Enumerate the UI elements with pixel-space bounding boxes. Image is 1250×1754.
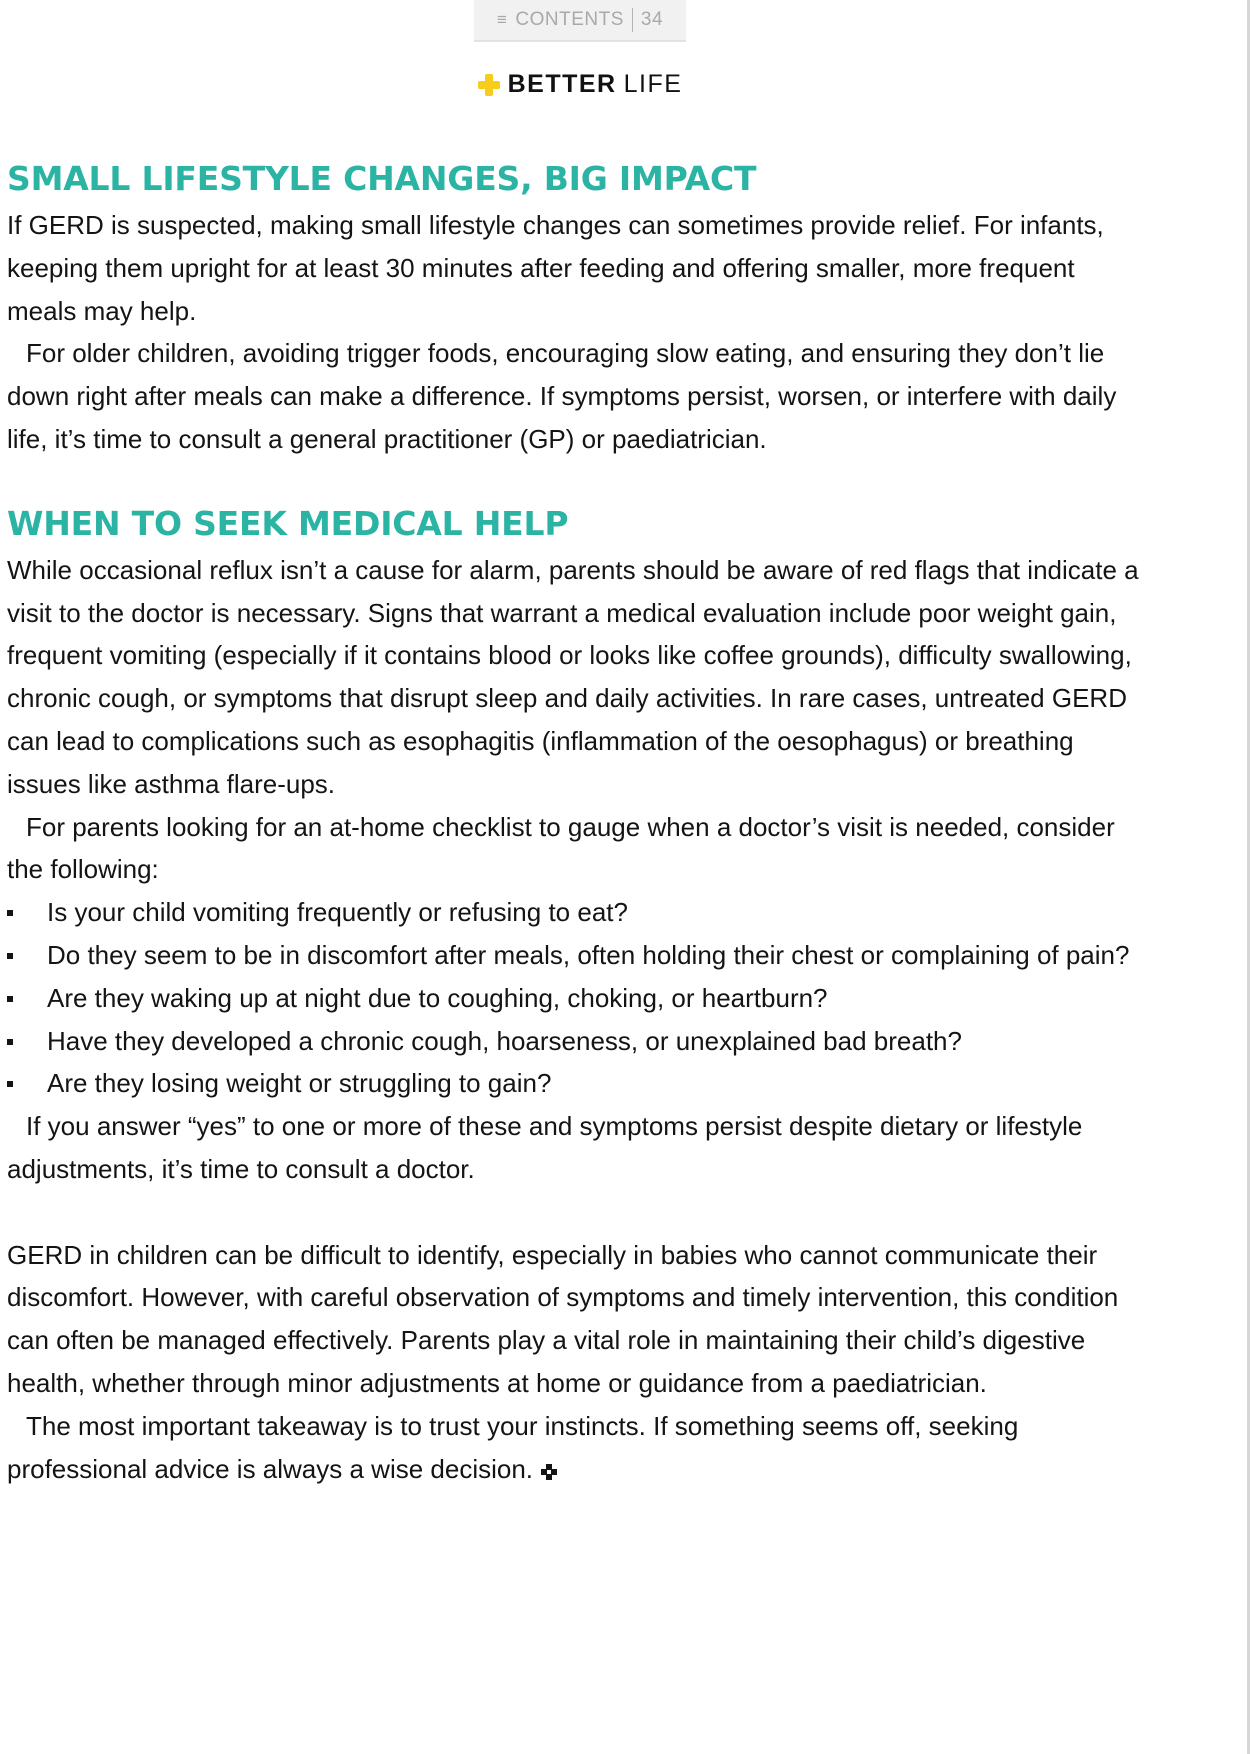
final-text: The most important takeaway is to trust your instincts. If something seems off, seeking professional advice is always a wise decision. [7,1410,1019,1484]
paragraph: For parents looking for an at-home checklist to gauge when a doctor’s visit is needed, consider the following: [7,811,1115,885]
checklist-item: Is your child vomiting frequently or refusing to eat? [7,891,1147,934]
article-body [7,158,1147,1490]
menu-icon: ≡ [496,10,508,29]
paragraph: If GERD is suspected, making small lifestyle changes can sometimes provide relief. For infants, keeping them upright for at least 30 minutes after feeding and offering smaller, more frequent meals may help. [7,210,1104,326]
checklist [7,891,1147,1105]
tab-separator [632,8,633,32]
heading-lifestyle-changes: SMALL LIFESTYLE CHANGES, BIG IMPACT [7,159,757,198]
checklist-item: Are they losing weight or struggling to gain? [7,1062,1147,1105]
paragraph: For older children, avoiding trigger foods, encouraging slow eating, and ensuring they don’t lie down right after meals can make a difference. If symptoms persist, worsen, or interfere with daily life, it’s time to consult a general practitioner (GP) or paediatrician. [7,338,1117,454]
contents-label: CONTENTS [515,9,624,30]
paragraph: If you answer “yes” to one or more of these and symptoms persist despite dietary or lifestyle adjustments, it’s time to consult a doctor. [7,1111,1083,1184]
checklist-item: Have they developed a chronic cough, hoarseness, or unexplained bad breath? [7,1020,1147,1063]
contents-tab[interactable] [474,0,686,42]
section-label [0,70,1160,99]
plus-icon [478,74,500,96]
page-number: 34 [640,9,664,30]
paragraph: GERD in children can be difficult to identify, especially in babies who cannot communicate their discomfort. However, with careful observation of symptoms and timely intervention, this condition can often be managed effectively. Parents play a vital role in maintaining their child’s digestive health, whether through minor adjustments at home or guidance from a paediatrician. [7,1239,1119,1398]
checklist-item: Do they seem to be in discomfort after meals, often holding their chest or complaining of pain? [7,934,1147,977]
checklist-item: Are they waking up at night due to coughing, choking, or heartburn? [7,977,1147,1020]
section-label-light: LIFE [623,70,683,98]
end-of-article-icon [541,1464,557,1480]
heading-medical-help: WHEN TO SEEK MEDICAL HELP [7,503,569,543]
section-label-bold: BETTER [507,70,617,98]
paragraph: While occasional reflux isn’t a cause for alarm, parents should be aware of red flags that indicate a visit to the doctor is necessary. Signs that warrant a medical evaluation include poor weight gain, frequent vomiting (especially if it contains blood or looks like coffee grounds), difficulty swallowing, chronic cough, or symptoms that disrupt sleep and daily activities. In rare cases, untreated GERD can lead to complications such as esophagitis (inflammation of the oesophagus) or breathing issues like asthma flare-ups. [7,554,1139,799]
paragraph-final [7,1405,1147,1491]
